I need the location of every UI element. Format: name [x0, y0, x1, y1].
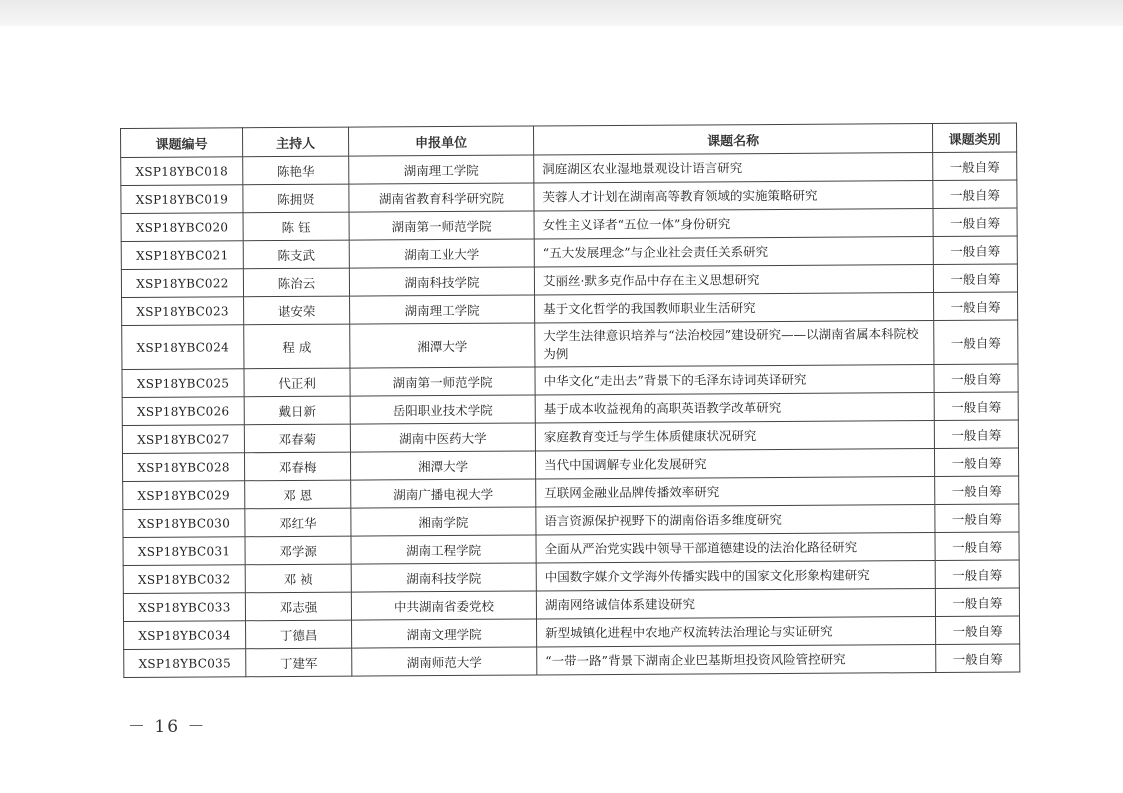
- header-unit: 申报单位: [348, 126, 533, 156]
- cell-host: 程 成: [244, 324, 350, 369]
- cell-code: XSP18YBC022: [121, 269, 243, 298]
- header-host: 主持人: [243, 127, 349, 157]
- cell-unit: 湖南理工学院: [350, 295, 535, 324]
- cell-code: XSP18YBC027: [122, 425, 244, 454]
- cell-host: 邓 祯: [245, 564, 351, 593]
- cell-title: 中国数字媒介文学海外传播实践中的国家文化形象构建研究: [536, 561, 935, 591]
- page-number: － 16 －: [128, 717, 207, 737]
- cell-title: “五大发展理念”与企业社会责任关系研究: [534, 237, 933, 267]
- cell-category: 一般自筹: [935, 504, 1019, 533]
- cell-code: XSP18YBC034: [124, 621, 246, 650]
- cell-unit: 湖南师范大学: [352, 647, 537, 676]
- cell-code: XSP18YBC018: [121, 157, 243, 186]
- cell-category: 一般自筹: [934, 364, 1018, 393]
- cell-title: 全面从严治党实践中领导干部道德建设的法治化路径研究: [536, 533, 935, 563]
- cell-host: 丁德昌: [246, 620, 352, 649]
- cell-unit: 湘潭大学: [350, 323, 535, 368]
- cell-category: 一般自筹: [935, 560, 1019, 589]
- cell-title: 当代中国调解专业化发展研究: [535, 449, 934, 479]
- scan-top-edge: [0, 0, 1123, 26]
- cell-title: 基于文化哲学的我国教师职业生活研究: [535, 293, 934, 323]
- header-category: 课题类别: [932, 123, 1016, 153]
- table-row: [124, 644, 1020, 677]
- cell-category: 一般自筹: [934, 392, 1018, 421]
- cell-title: 中华文化“走出去”背景下的毛泽东诗词英译研究: [535, 365, 934, 395]
- cell-unit: 湖南科技学院: [349, 267, 534, 296]
- project-table: [120, 123, 1020, 678]
- cell-code: XSP18YBC031: [123, 537, 245, 566]
- cell-code: XSP18YBC032: [123, 565, 245, 594]
- cell-host: 陈艳华: [243, 156, 349, 185]
- cell-unit: 湖南理工学院: [349, 155, 534, 184]
- cell-title: 互联网金融业品牌传播效率研究: [536, 477, 935, 507]
- cell-category: 一般自筹: [934, 320, 1018, 365]
- header-project-code: 课题编号: [121, 128, 243, 158]
- cell-code: XSP18YBC024: [122, 325, 244, 370]
- cell-host: 陈支武: [243, 240, 349, 269]
- cell-category: 一般自筹: [934, 448, 1018, 477]
- cell-unit: 湖南科技学院: [351, 563, 536, 592]
- cell-unit: 湖南文理学院: [352, 619, 537, 648]
- cell-host: 戴日新: [244, 396, 350, 425]
- cell-title: 艾丽丝·默多克作品中存在主义思想研究: [534, 265, 933, 295]
- cell-code: XSP18YBC023: [122, 297, 244, 326]
- cell-code: XSP18YBC029: [123, 481, 245, 510]
- cell-category: 一般自筹: [935, 532, 1019, 561]
- cell-category: 一般自筹: [934, 420, 1018, 449]
- cell-host: 邓春梅: [244, 452, 350, 481]
- cell-category: 一般自筹: [933, 180, 1017, 209]
- cell-unit: 湖南广播电视大学: [351, 479, 536, 508]
- cell-title: “一带一路”背景下湖南企业巴基斯坦投资风险管控研究: [537, 645, 936, 675]
- cell-category: 一般自筹: [933, 236, 1017, 265]
- cell-unit: 湖南工程学院: [351, 535, 536, 564]
- cell-category: 一般自筹: [933, 152, 1017, 181]
- cell-host: 邓春菊: [244, 424, 350, 453]
- cell-code: XSP18YBC021: [121, 241, 243, 270]
- cell-host: 邓学源: [245, 536, 351, 565]
- cell-host: 邓志强: [245, 592, 351, 621]
- cell-title: 基于成本收益视角的高职英语教学改革研究: [535, 393, 934, 423]
- cell-host: 陈拥贤: [243, 184, 349, 213]
- cell-host: 代正利: [244, 368, 350, 397]
- cell-code: XSP18YBC035: [124, 649, 246, 678]
- table-row: [122, 320, 1018, 369]
- cell-title: 洞庭湖区农业湿地景观设计语言研究: [534, 153, 933, 183]
- cell-code: XSP18YBC025: [122, 369, 244, 398]
- cell-category: 一般自筹: [934, 292, 1018, 321]
- cell-host: 邓 恩: [245, 480, 351, 509]
- cell-unit: 湖南中医药大学: [350, 423, 535, 452]
- cell-title: 家庭教育变迁与学生体质健康状况研究: [535, 421, 934, 451]
- cell-host: 丁建军: [246, 648, 352, 677]
- cell-code: XSP18YBC030: [123, 509, 245, 538]
- cell-unit: 岳阳职业技术学院: [350, 395, 535, 424]
- cell-title: 语言资源保护视野下的湖南俗语多维度研究: [536, 505, 935, 535]
- cell-category: 一般自筹: [935, 588, 1019, 617]
- cell-host: 邓红华: [245, 508, 351, 537]
- cell-category: 一般自筹: [936, 644, 1020, 673]
- cell-title: 新型城镇化进程中农地产权流转法治理论与实证研究: [537, 617, 936, 647]
- header-title: 课题名称: [533, 124, 932, 155]
- cell-category: 一般自筹: [935, 616, 1019, 645]
- cell-unit: 湘南学院: [351, 507, 536, 536]
- cell-host: 谌安荣: [244, 296, 350, 325]
- cell-category: 一般自筹: [933, 208, 1017, 237]
- cell-code: XSP18YBC026: [122, 397, 244, 426]
- document-page: [120, 123, 1020, 678]
- cell-category: 一般自筹: [935, 476, 1019, 505]
- cell-host: 陈治云: [243, 268, 349, 297]
- cell-code: XSP18YBC020: [121, 213, 243, 242]
- cell-unit: 中共湖南省委党校: [351, 591, 536, 620]
- cell-unit: 湖南第一师范学院: [349, 211, 534, 240]
- cell-code: XSP18YBC033: [123, 593, 245, 622]
- cell-unit: 湖南第一师范学院: [350, 367, 535, 396]
- cell-unit: 湘潭大学: [350, 451, 535, 480]
- cell-code: XSP18YBC028: [122, 453, 244, 482]
- cell-host: 陈 钰: [243, 212, 349, 241]
- cell-title: 湖南网络诚信体系建设研究: [536, 589, 935, 619]
- cell-category: 一般自筹: [933, 264, 1017, 293]
- cell-title: 芙蓉人才计划在湖南高等教育领域的实施策略研究: [534, 181, 933, 211]
- cell-unit: 湖南省教育科学研究院: [349, 183, 534, 212]
- cell-title: 大学生法律意识培养与“法治校园”建设研究——以湖南省属本科院校为例: [535, 321, 934, 367]
- cell-code: XSP18YBC019: [121, 185, 243, 214]
- cell-unit: 湖南工业大学: [349, 239, 534, 268]
- cell-title: 女性主义译者“五位一体”身份研究: [534, 209, 933, 239]
